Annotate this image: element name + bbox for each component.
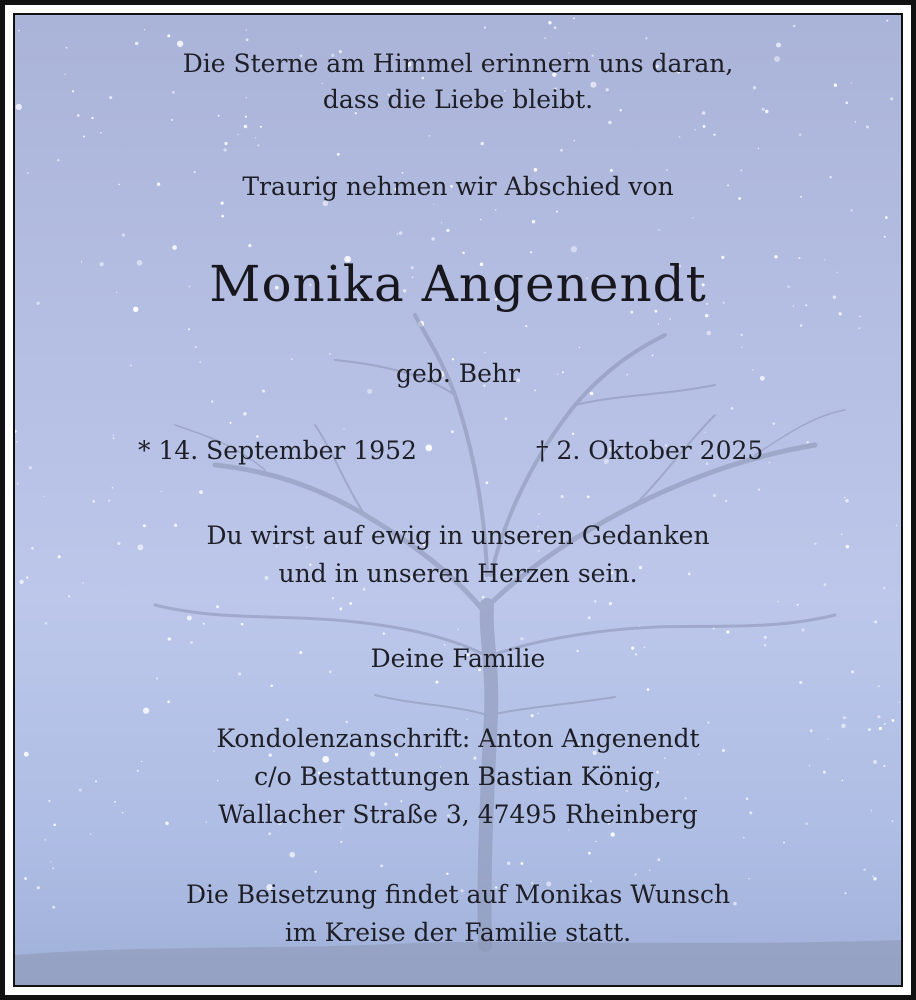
star	[156, 677, 158, 679]
star	[167, 701, 170, 704]
star	[211, 400, 213, 402]
star	[340, 841, 342, 843]
star	[741, 347, 742, 348]
star	[43, 496, 44, 497]
star	[363, 588, 366, 591]
star	[395, 753, 398, 756]
star	[246, 38, 249, 41]
star	[349, 602, 352, 605]
star	[323, 201, 328, 206]
star	[90, 834, 91, 835]
star	[507, 861, 510, 864]
star	[505, 417, 508, 420]
star	[850, 209, 852, 211]
star	[568, 829, 569, 830]
star	[383, 632, 385, 634]
star	[270, 684, 273, 687]
deceased-name: Monika Angenendt	[209, 255, 707, 313]
star	[799, 681, 802, 684]
star	[800, 324, 803, 327]
star	[16, 441, 17, 442]
star	[594, 600, 597, 603]
star	[168, 637, 171, 640]
death-date: † 2. Oktober 2025	[536, 436, 764, 465]
star	[399, 231, 402, 234]
star	[187, 616, 192, 621]
star	[221, 215, 224, 218]
star	[548, 21, 551, 24]
star	[248, 244, 251, 247]
star	[218, 115, 220, 117]
condolence-line-1: Kondolenzanschrift: Anton Angenendt	[216, 724, 700, 753]
star	[100, 132, 102, 134]
star	[845, 499, 848, 502]
star	[238, 134, 239, 135]
star	[793, 25, 796, 28]
star	[851, 82, 853, 84]
star	[451, 430, 454, 433]
star	[534, 389, 536, 391]
star	[367, 389, 372, 394]
star	[380, 864, 383, 867]
star	[858, 327, 860, 329]
star	[769, 462, 771, 464]
star	[255, 137, 256, 138]
star	[843, 716, 846, 719]
star	[91, 117, 93, 119]
star	[884, 236, 886, 238]
star	[579, 347, 581, 349]
star	[268, 832, 271, 835]
star	[203, 623, 205, 625]
star	[337, 153, 340, 156]
star	[473, 757, 476, 760]
star	[538, 513, 539, 514]
star	[343, 428, 344, 429]
star	[113, 437, 115, 439]
star	[587, 496, 590, 499]
star	[286, 719, 289, 722]
star	[758, 148, 759, 149]
star	[339, 607, 342, 610]
star	[705, 314, 709, 318]
star	[466, 718, 468, 720]
star	[172, 245, 177, 250]
star	[866, 126, 869, 129]
star	[807, 441, 809, 443]
star	[188, 328, 190, 330]
star	[425, 445, 432, 452]
star	[886, 20, 888, 22]
star	[199, 490, 203, 494]
star	[713, 494, 716, 497]
star	[705, 432, 706, 433]
star	[783, 842, 785, 844]
star	[844, 497, 845, 498]
star	[167, 34, 170, 37]
tree-silhouette-icon	[155, 315, 845, 945]
star	[726, 630, 729, 633]
star	[446, 229, 449, 232]
star	[572, 433, 574, 435]
starry-sky-tree-background	[15, 15, 901, 985]
star	[112, 487, 114, 489]
star	[122, 233, 125, 236]
star	[544, 37, 546, 39]
star	[480, 219, 481, 220]
star	[531, 714, 534, 717]
star	[872, 876, 873, 877]
star	[657, 858, 660, 861]
star	[609, 602, 612, 605]
star	[666, 169, 667, 170]
star	[758, 488, 760, 490]
star	[898, 702, 900, 704]
star	[669, 318, 671, 320]
star	[230, 422, 232, 424]
star	[92, 500, 95, 503]
star	[877, 715, 880, 718]
star	[486, 481, 489, 484]
star	[431, 237, 434, 240]
star	[521, 862, 524, 865]
star	[538, 550, 540, 552]
burial-line-2: im Kreise der Familie statt.	[284, 918, 632, 947]
condolence-line-2: c/o Bestattungen Bastian König,	[254, 762, 662, 791]
star	[608, 121, 612, 125]
notice-panel	[13, 13, 903, 987]
star	[525, 325, 527, 327]
star	[77, 114, 80, 117]
star	[18, 30, 20, 32]
star	[772, 422, 775, 425]
star	[590, 392, 594, 396]
star	[588, 852, 591, 855]
star	[433, 204, 434, 205]
star	[396, 233, 398, 235]
star	[262, 389, 265, 392]
star	[446, 873, 448, 875]
star	[241, 623, 244, 626]
star	[289, 852, 295, 858]
star	[878, 685, 880, 687]
star	[113, 435, 114, 436]
star	[694, 129, 695, 130]
star	[725, 500, 728, 503]
star	[520, 637, 523, 640]
star	[698, 754, 699, 755]
star	[885, 216, 888, 219]
star	[634, 873, 636, 875]
star	[679, 136, 681, 138]
star	[556, 211, 558, 213]
condolence-line-3: Wallacher Straße 3, 47495 Rheinberg	[218, 800, 698, 829]
signature: Deine Familie	[370, 644, 546, 673]
star	[45, 622, 48, 625]
star	[428, 135, 430, 137]
birth-date: * 14. September 1952	[138, 436, 417, 465]
star	[144, 29, 145, 30]
star	[171, 119, 173, 121]
star	[537, 713, 539, 715]
star	[859, 316, 861, 318]
motto-line-2: dass die Liebe bleibt.	[322, 85, 594, 114]
star	[776, 43, 781, 48]
star	[482, 596, 485, 599]
star	[855, 121, 857, 123]
star	[108, 499, 110, 501]
star	[530, 251, 532, 253]
star	[57, 159, 59, 161]
star	[740, 334, 742, 336]
star	[764, 636, 767, 639]
star	[799, 133, 802, 136]
star	[892, 719, 895, 722]
star	[220, 201, 223, 204]
star	[52, 867, 54, 869]
star	[481, 142, 484, 145]
star	[143, 708, 149, 714]
star	[135, 42, 138, 45]
star	[801, 628, 804, 631]
star	[224, 142, 227, 145]
star	[322, 83, 323, 84]
star	[346, 721, 349, 724]
star	[83, 136, 85, 138]
star	[561, 495, 564, 498]
star	[15, 430, 17, 433]
star	[707, 331, 712, 336]
star	[435, 681, 438, 684]
intro-line: Traurig nehmen wir Abschied von	[242, 172, 674, 201]
star	[649, 869, 651, 871]
star	[560, 149, 563, 152]
star	[315, 871, 317, 873]
star	[731, 407, 734, 410]
star	[703, 125, 706, 128]
star	[462, 252, 464, 254]
star	[573, 17, 575, 19]
star	[68, 595, 70, 597]
star	[484, 352, 485, 353]
star	[588, 616, 591, 619]
star	[484, 27, 486, 29]
star	[863, 869, 866, 872]
star	[44, 839, 46, 841]
star	[658, 323, 659, 324]
star	[216, 605, 219, 608]
star	[532, 220, 535, 223]
star	[257, 144, 259, 146]
star	[17, 483, 19, 485]
star	[441, 222, 442, 223]
farewell-line-1: Du wirst auf ewig in unseren Gedanken	[206, 521, 710, 550]
star	[645, 37, 647, 39]
star	[245, 116, 247, 118]
star	[647, 688, 650, 691]
star	[244, 125, 248, 129]
star	[652, 355, 654, 357]
star	[195, 346, 197, 348]
star	[332, 597, 334, 599]
motto-line-1: Die Sterne am Himmel erinnern uns daran,	[182, 49, 734, 78]
star	[50, 861, 51, 862]
star	[243, 412, 247, 416]
star	[260, 126, 262, 128]
star	[574, 140, 575, 141]
star	[161, 491, 162, 492]
star	[713, 134, 715, 136]
star	[329, 353, 331, 355]
star	[457, 628, 459, 630]
star	[874, 620, 877, 623]
star	[224, 148, 227, 151]
star	[269, 753, 272, 756]
star	[777, 601, 779, 603]
star	[554, 26, 557, 29]
maiden-name: geb. Behr	[396, 359, 520, 388]
star	[177, 41, 183, 47]
star	[658, 229, 659, 230]
star	[246, 29, 247, 30]
star	[495, 209, 496, 210]
star	[58, 555, 61, 558]
star	[29, 466, 32, 469]
star	[595, 841, 597, 843]
star	[664, 758, 665, 759]
star	[692, 217, 693, 218]
star	[610, 832, 614, 836]
star	[797, 604, 799, 606]
farewell-line-2: und in unseren Herzen sein.	[278, 559, 638, 588]
star	[571, 246, 577, 252]
star	[743, 837, 744, 838]
burial-line-1: Die Beisetzung findet auf Monikas Wunsch	[185, 880, 731, 909]
